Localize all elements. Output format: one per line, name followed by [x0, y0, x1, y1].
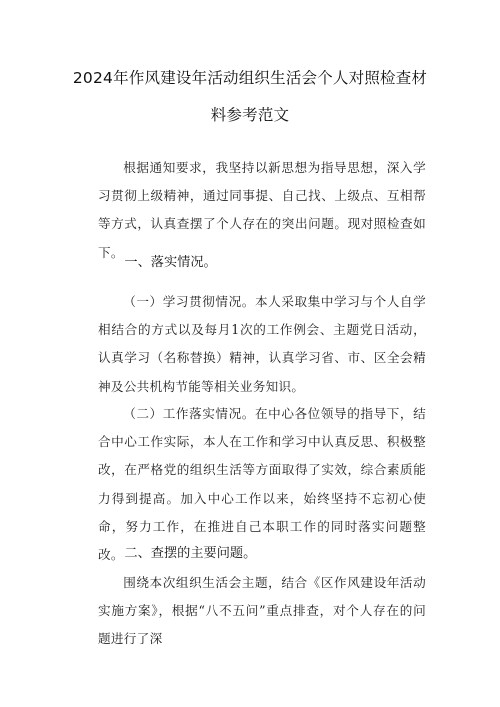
problems-paragraph: 围绕本次组织生活会主题，结合《区作风建设年活动实施方案》，根据“八不五问”重点排查，对个人存在的问题进行了深: [98, 575, 426, 647]
section-heading-problems: 二、查摆的主要问题。: [124, 546, 257, 561]
intro-paragraph: 根据通知要求，我坚持以新思想为指导思想，深入学习贯彻上级精神，通过同事提、自己找、上级点、互相帮等方式，认真查摆了个人存在的突出问题。现对照检查如下。: [98, 160, 426, 260]
work-paragraph: （二）工作落实情况。在中心各位领导的指导下，结合中心工作实际，本人在工作和学习中认真反思、积极整改，在严格党的组织生活等方面取得了实效，综合素质能力得到提高。加入中心工作以来，始终坚持不忘初心使命，努力工作，在推进自己本职工作的同时落实问题整改。: [98, 406, 426, 563]
section-heading-implementation: 一、落实情况。: [124, 255, 217, 270]
document-title-line-1: 2024年作风建设年活动组织生活会个人对照检查材: [72, 69, 428, 87]
document-title-line-2: 料参考范文: [210, 106, 290, 124]
study-paragraph: （一）学习贯彻情况。本人采取集中学习与个人自学相结合的方式以及每月1次的工作例会、主题党日活动，认真学习（名称替换）精神，认真学习省、市、区全会精神及公共机构节能等相关业务知识。: [98, 294, 426, 394]
